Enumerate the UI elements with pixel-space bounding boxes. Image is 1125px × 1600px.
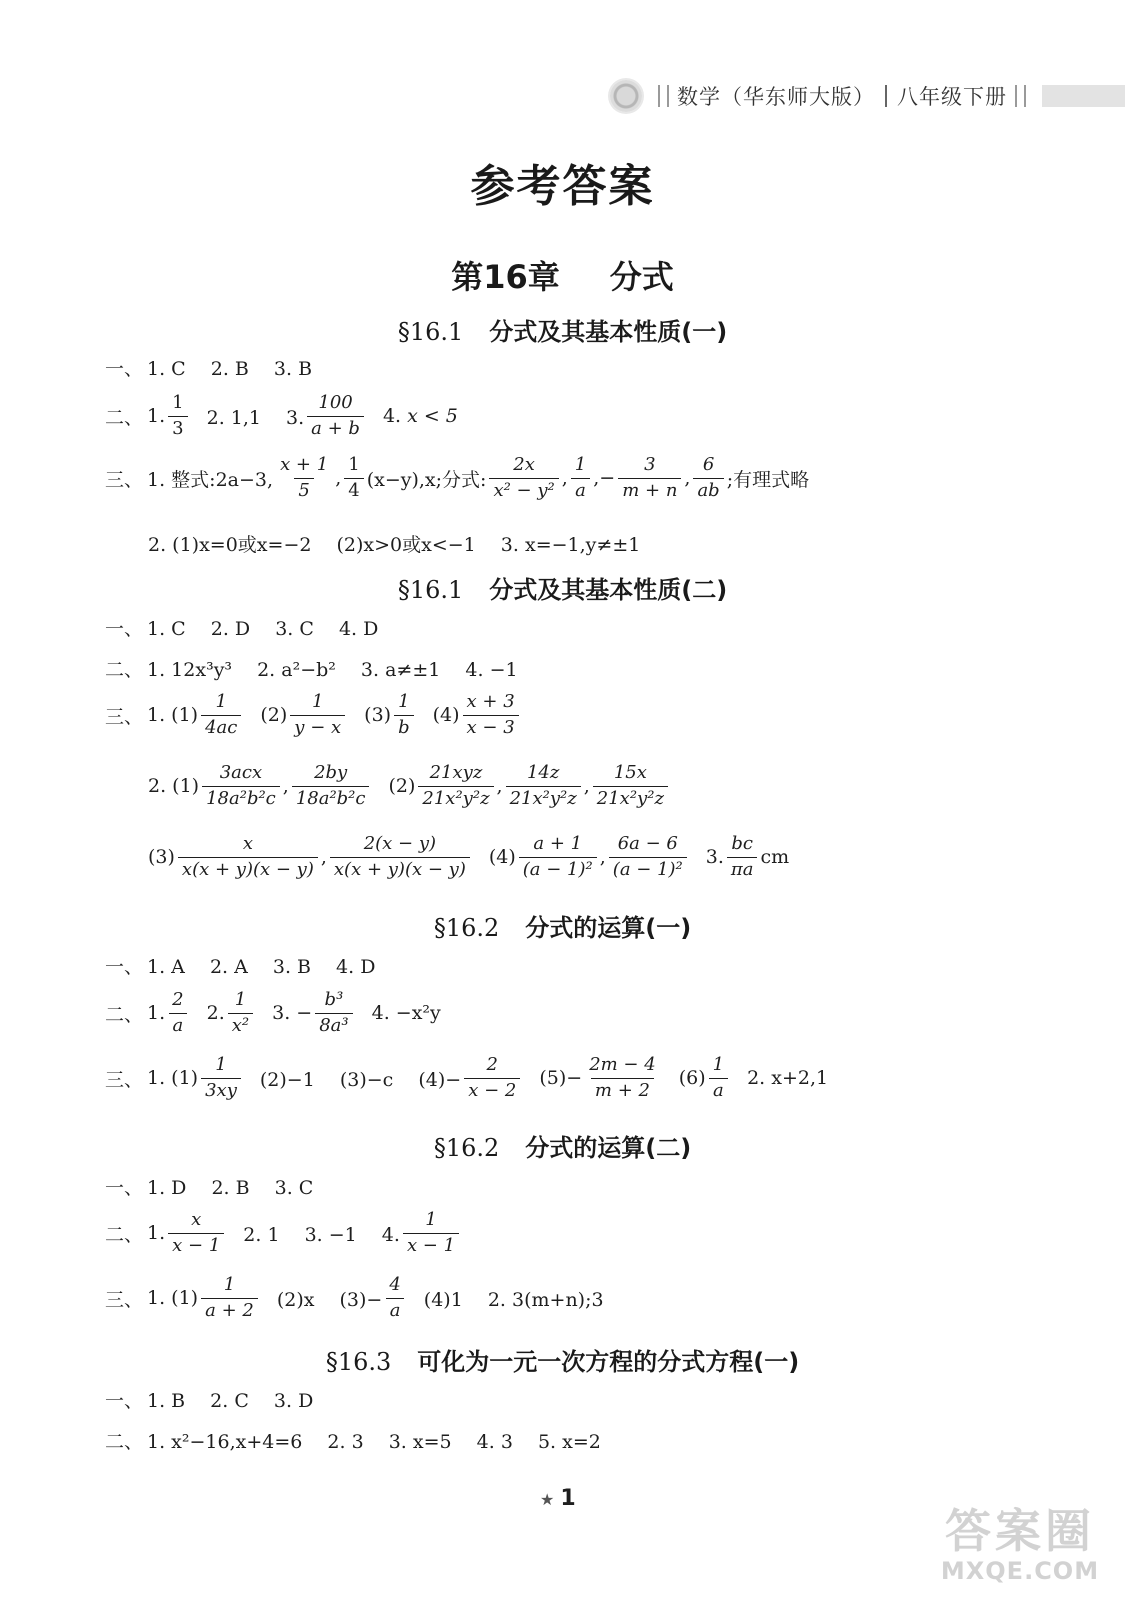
section-number: §16.1 [397,576,464,604]
denominator: 21x²y²z [593,786,668,810]
answer-text: 4. −x²y [371,1002,441,1025]
page-number-value: 1 [560,1486,576,1511]
denominator: a [386,1298,405,1322]
numerator: 2(x − y) [363,833,437,854]
part-prefix: 二、 [105,659,144,681]
section-heading [0,312,1125,347]
watermark-logo [930,1505,1110,1590]
numerator: 21xyz [429,762,483,783]
denominator: a [571,478,590,502]
fraction [709,1055,728,1101]
header-separator [885,85,887,107]
fraction [315,990,352,1036]
fraction [585,1055,660,1101]
answer-line: (3) $\frac{x}{x(x + y)(x - y)}$ , $\frac{2(x - y)}{x(x + y)(x - y)}$ (4) $\frac{a + 1}{\text{(a − 1)²}}$ , $\frac{6a - 6}{\text{(a − 1)²}}$ 3. $\frac{bc}{\pi a}$ cm [148,833,790,880]
numerator: 1 [215,691,227,712]
answer-text: 1. [147,1002,166,1025]
numerator: 3acx [219,762,263,783]
fraction [385,1275,404,1321]
denominator: x² − y² [489,478,558,502]
fraction [489,455,558,501]
denominator: a [169,1013,188,1037]
part-prefix: 三、 [105,1068,144,1091]
answer-text: 3. − [272,1002,313,1025]
denominator: 4ac [201,715,241,739]
answer-text: 4. [382,405,402,428]
answer-text: cm [760,846,790,869]
answer-text: (2) [388,775,416,798]
numerator: 1 [398,691,410,712]
answer-text: 1. 整式:2a−3, [147,468,274,491]
answer-text: (4) [488,846,516,869]
denominator: x − 2 [464,1078,520,1102]
section-heading [0,908,1125,943]
denominator: a [709,1078,728,1102]
answer-text: 1. x²−16,x+4=6 2. 3 3. x=5 4. 3 5. x=2 [147,1431,601,1453]
section-heading [0,1342,1125,1377]
section-number: §16.2 [433,1134,500,1162]
numerator: bc [731,833,753,854]
denominator: 3xy [201,1078,241,1102]
fraction [330,834,470,880]
answer-text: 2. (1)x=0或x=−2 (2)x>0或x<−1 3. x=−1,y≠±1 [148,534,641,556]
answer-text: (2)x (3)− [276,1288,383,1311]
page-title: 参考答案 [470,161,655,212]
part-prefix: 二、 [105,1003,144,1026]
numerator: x [191,1209,202,1230]
section-number: §16.3 [325,1348,392,1376]
header-strip [1042,85,1125,107]
section-name: 分式的运算(二) [525,1134,692,1162]
numerator: 6a − 6 [617,833,678,854]
answer-text: 2. 1 3. −1 4. [243,1223,400,1246]
fraction [463,692,519,738]
fraction [418,763,493,809]
numerator: 14z [526,762,560,783]
header-divider [1015,85,1026,107]
header-subject: 数学（华东师大版） [677,85,875,109]
answer-text: (x−y),x;分式: [366,468,487,491]
denominator: a + b [307,416,364,440]
header-divider [658,85,669,107]
fraction [727,834,758,880]
section-heading [0,570,1125,605]
numerator: 3 [644,454,656,475]
numerator: x [242,833,253,854]
fraction [201,1275,258,1321]
answer-text: 1. [147,405,166,428]
watermark-top: 答案圈 [945,1504,1095,1558]
denominator: b [394,715,414,739]
fraction [228,990,253,1036]
part-prefix: 三、 [105,468,144,491]
fraction [201,1055,241,1101]
denominator: 5 [294,478,313,502]
numerator: x + 3 [466,691,515,712]
fraction [202,763,280,809]
answer-text: 2. 1,1 3. [206,406,305,429]
section-number: §16.1 [397,318,464,346]
denominator: x(x + y)(x − y) [178,857,318,881]
denominator: m + n [618,478,681,502]
numerator: 2 [486,1054,498,1075]
denominator: 18a²b²c [292,786,370,810]
part-prefix: 二、 [105,1431,144,1453]
part-prefix: 一、 [105,618,144,640]
answer-line [105,990,441,1036]
numerator: 1 [712,1054,725,1075]
numerator: x + 1 [280,454,329,475]
numerator: 1 [223,1274,236,1295]
fraction [506,763,581,809]
numerator: 1 [234,989,247,1010]
answer-text: (3) [364,704,392,727]
fraction [344,455,363,501]
fraction [290,692,345,738]
answer-line: 三、 1. 整式:2a−3, $\frac{x + 1}{5}$ , $\frac{1}{4}$ (x−y),x;分式: $\frac{2x}{\text{x² − y²}}$ , $\frac{1}{a}$ ,− $\frac{3}{m + n}$ , $\frac{6}{ab}$ ;有理式略 [105,454,810,501]
answer-text: 1. (1) [147,1067,199,1090]
part-prefix: 一、 [105,358,144,380]
denominator: 4 [344,478,363,502]
section-name: 分式的运算(一) [525,914,692,942]
fraction [276,455,332,501]
numerator: 1 [312,691,324,712]
denominator: y − x [290,715,345,739]
denominator: 21x²y²z [506,786,581,810]
fraction [168,990,187,1036]
answer-text: (3) [148,846,175,869]
fraction [693,455,723,501]
denominator: (a − 1)² [519,857,597,881]
answer-line [105,393,458,439]
answer-text: (4)1 2. 3(m+n);3 [423,1288,604,1311]
denominator: x − 1 [403,1233,459,1257]
answer-text: 1. [147,1222,166,1245]
denominator: x(x + y)(x − y) [330,857,470,881]
sun-logo-icon [610,80,642,112]
numerator: 1 [348,454,360,475]
answer-line [148,530,640,557]
answer-line: 2. (1) $\frac{\text{3acx}}{\text{18a²b²c}}$ , $\frac{2by}{\text{18a²b²c}}$ (2) $\frac{\text{21xyz}}{\text{21x²y²z}}$ , $\frac{14z}{\text{21x²y²z}}$ , $\frac{15x}{\text{21x²y²z}}$ [148,763,671,809]
part-prefix: 三、 [105,705,144,728]
answer-line [105,655,518,682]
answer-text: 2. x+2,1 [747,1067,829,1090]
fraction [178,834,318,880]
section-number: §16.2 [433,914,500,942]
part-prefix: 二、 [105,406,144,429]
answer-text: 1. B 2. C 3. D [147,1390,314,1412]
answer-text: 1. D 2. B 3. C [147,1177,314,1199]
section-name: 分式及其基本性质(二) [489,576,728,604]
answer-text: 1. (1) [147,704,199,727]
answer-text: 1. 12x³y³ 2. a²−b² 3. a≠±1 4. −1 [147,659,518,681]
answer-line [105,1275,604,1321]
answer-text: (6) [678,1067,706,1090]
numerator: a + 1 [533,833,583,854]
answer-line [105,354,312,381]
section-heading [0,1128,1125,1163]
answer-text: 2. [206,1002,225,1025]
answer-text: (4) [432,704,460,727]
star-icon: ★ [540,1490,555,1509]
answer-text: 3. [705,846,724,869]
answer-text: ,− [593,467,616,490]
fraction [168,1210,224,1256]
page-header [610,76,1125,116]
answer-text: ;有理式略 [726,468,810,491]
numerator: 2by [314,762,348,783]
section-name: 分式及其基本性质(一) [489,318,728,346]
part-prefix: 一、 [105,956,144,978]
denominator: m + 2 [591,1078,654,1102]
fraction [618,455,681,501]
denominator: 3 [168,416,187,440]
answer-line [105,1173,313,1200]
answer-text: x < 5 [407,405,458,428]
numerator: 100 [318,392,353,413]
numerator: 1 [172,392,184,413]
answer-line [105,1386,313,1413]
denominator: 8a³ [315,1013,352,1037]
fraction [609,834,687,880]
fraction [571,455,590,501]
answer-line [105,614,378,641]
denominator: πa [727,857,758,881]
fraction [593,763,668,809]
part-prefix: 一、 [105,1177,144,1199]
answer-line [105,1210,462,1256]
answer-text: 1. C 2. B 3. B [147,358,313,380]
chapter-name: 分式 [609,258,674,296]
fraction [307,393,364,439]
section-name: 可化为一元一次方程的分式方程(一) [417,1348,800,1376]
denominator: 18a²b²c [202,786,280,810]
part-prefix: 一、 [105,1390,144,1412]
denominator: a + 2 [201,1298,258,1322]
watermark-bottom: MXQE.COM [940,1557,1100,1585]
numerator: 2 [172,989,184,1010]
answer-line [105,952,375,979]
answer-text: (2) [260,704,288,727]
numerator: 15x [613,762,647,783]
part-prefix: 三、 [105,1288,144,1311]
fraction [464,1055,520,1101]
header-grade: 八年级下册 [897,85,1007,109]
answer-text: 2. (1) [148,775,200,798]
denominator: x² [228,1013,253,1037]
numerator: 1 [215,1054,227,1075]
numerator: 1 [425,1209,437,1230]
chapter-number: 第16章 [451,258,560,296]
numerator: 6 [702,454,715,475]
numerator: 1 [574,454,587,475]
fraction [292,763,370,809]
part-prefix: 二、 [105,1223,144,1246]
answer-text: 1. (1) [147,1287,199,1310]
fraction [519,834,597,880]
page-number [540,1486,576,1511]
numerator: 4 [389,1274,401,1295]
denominator: ab [693,478,723,502]
fraction [201,692,241,738]
denominator: 21x²y²z [418,786,493,810]
answer-line [105,1055,828,1101]
denominator: x − 1 [168,1233,224,1257]
fraction [394,692,414,738]
fraction [168,393,187,439]
answer-text: 1. C 2. D 3. C 4. D [147,618,379,640]
numerator: 2m − 4 [589,1054,656,1075]
answer-text: (2)−1 (3)−c (4)− [259,1068,462,1091]
numerator: 2x [513,454,535,475]
numerator: b³ [324,989,344,1010]
answer-line [105,692,522,738]
fraction [403,1210,459,1256]
answer-line [105,1427,601,1454]
denominator: (a − 1)² [609,857,687,881]
answer-text: (5)− [539,1067,583,1090]
chapter-title [0,252,1125,298]
answer-text: 1. A 2. A 3. B 4. D [147,956,376,978]
denominator: x − 3 [463,715,519,739]
